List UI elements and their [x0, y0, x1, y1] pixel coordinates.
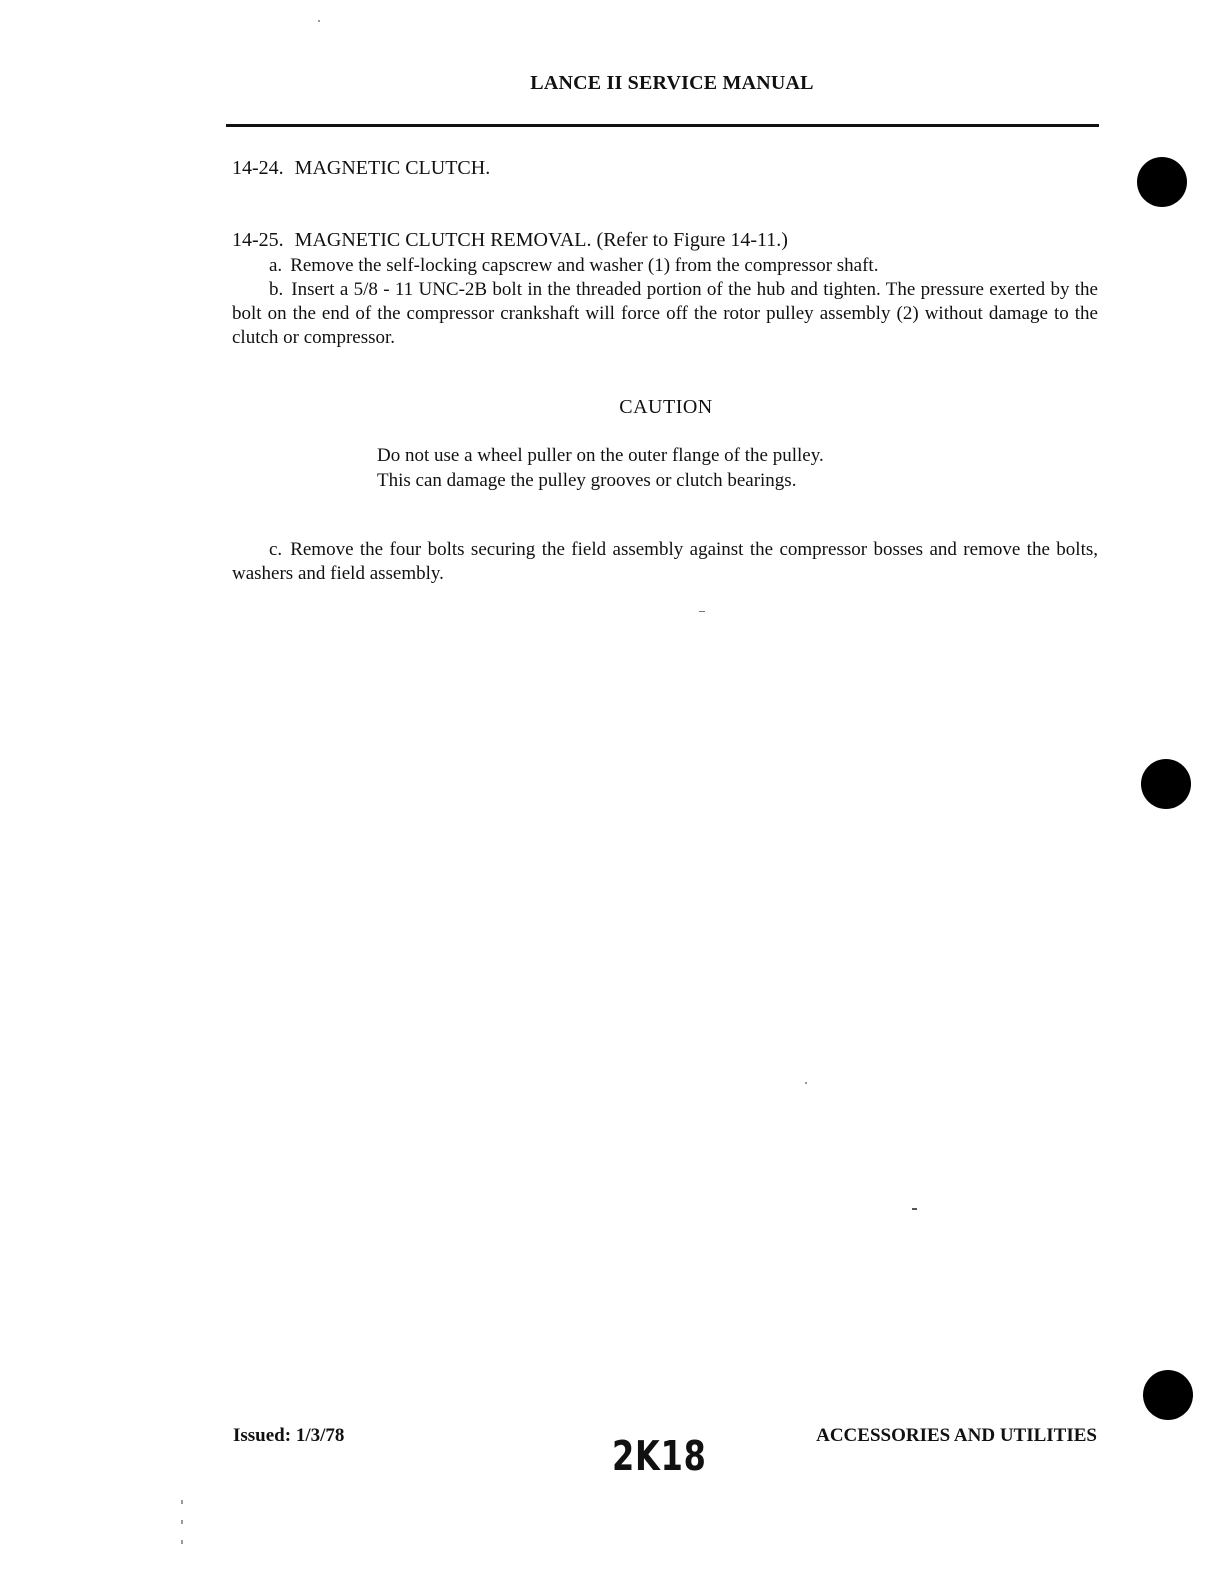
punch-hole — [1141, 759, 1191, 809]
caution-title: CAUTION — [619, 396, 713, 418]
step-text: Remove the four bolts securing the field assembly against the compressor bosses and remove the bolts, washers and field assembly. — [232, 539, 1098, 584]
section-heading-clutch-removal — [232, 229, 788, 252]
section-number: 14-24. — [232, 157, 284, 179]
footer-page-code: 2K18 — [612, 1432, 707, 1480]
section-title: MAGNETIC CLUTCH REMOVAL. (Refer to Figure 14-11.) — [294, 229, 788, 251]
scan-speck — [181, 1520, 183, 1524]
caution-body — [377, 443, 977, 493]
scan-speck — [181, 1540, 183, 1544]
step-text: Insert a 5/8 - 11 UNC-2B bolt in the threaded portion of the hub and tighten. The pressure exerted by the bolt on the end of the compressor crankshaft will force off the rotor pulley assembly (2) without damage to the clutch or compressor. — [232, 279, 1098, 348]
scan-speck — [318, 20, 320, 22]
scan-speck — [699, 611, 705, 612]
step-c — [232, 538, 1098, 586]
section-number: 14-25. — [232, 229, 284, 251]
step-label: a. — [269, 255, 283, 276]
footer-section-name: ACCESSORIES AND UTILITIES — [816, 1425, 1097, 1446]
page-header-title: LANCE II SERVICE MANUAL — [530, 72, 814, 94]
punch-hole — [1137, 157, 1187, 207]
step-label: b. — [269, 279, 284, 300]
section-title: MAGNETIC CLUTCH. — [294, 157, 491, 179]
step-label: c. — [269, 539, 283, 560]
scan-speck — [181, 1500, 183, 1504]
step-b — [232, 278, 1098, 350]
step-a — [232, 254, 1098, 278]
step-text: Remove the self-locking capscrew and washer (1) from the compressor shaft. — [290, 255, 879, 276]
scan-speck — [805, 1082, 807, 1084]
section-heading-magnetic-clutch — [232, 157, 490, 180]
scan-speck — [912, 1208, 917, 1210]
punch-hole — [1143, 1370, 1193, 1420]
caution-line: This can damage the pulley grooves or clutch bearings. — [377, 470, 797, 491]
footer-issued-date: Issued: 1/3/78 — [233, 1425, 345, 1446]
header-rule — [226, 124, 1099, 127]
caution-line: Do not use a wheel puller on the outer flange of the pulley. — [377, 445, 824, 466]
